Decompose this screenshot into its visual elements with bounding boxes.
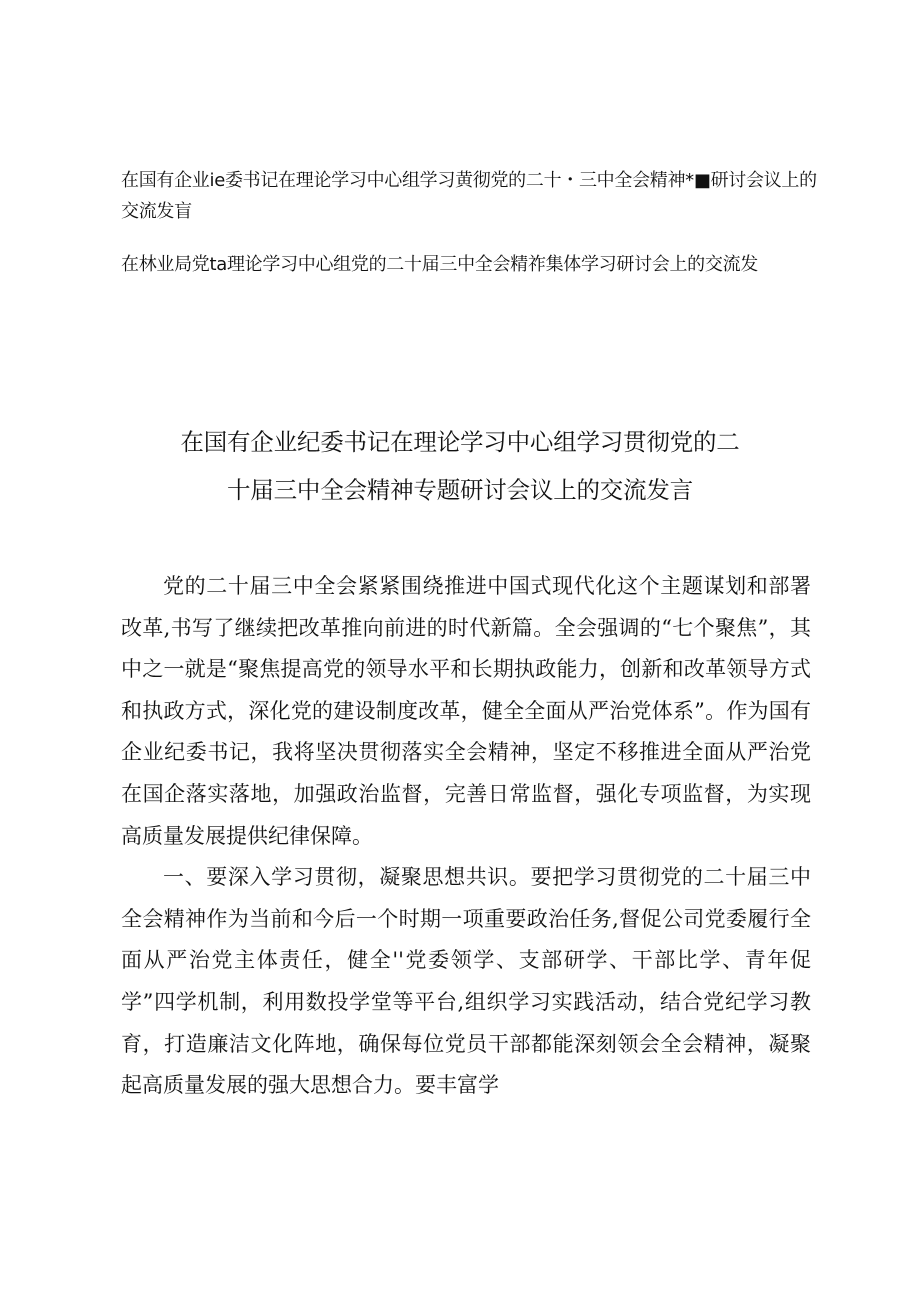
body-paragraph-1: 党的二十届三中全会紧紧围绕推进中国式现代化这个主题谋划和部署改革,书写了继续把改革推向前进的时代新篇。全会强调的“七个聚焦”，其中之一就是“聚焦提高党的领导水平和长期执政能力，创新和改革领导方式和执政方式，深化党的建设制度改革，健全全面从严治党体系”。作为国有企业纪委书记，我将坚决贯彻落实全会精神，坚定不移推进全面从严治党在国企落实落地，加强政治监督，完善日常监督，强化专项监督，为实现高质量发展提供纪律保障。 [121, 574, 811, 848]
article-title [100, 418, 820, 514]
article-title-line-2: 十届三中全会精神专题研讨会议上的交流发言 [227, 476, 693, 504]
body-paragraph-2: 一、要深入学习贯彻，凝聚思想共识。要把学习贯彻党的二十届三中全会精神作为当前和今后一个时期一项重要政治任务,督促公司党委履行全面从严治党主体责任，健全''党委领学、支部研学、干部比学、青年促学”四学机制，利用数投学堂等平台,组织学习实践活动，结合党纪学习教育，打造廉洁文化阵地，确保每位党员干部都能深刻领会全会精神，凝聚起高质量发展的强大思想合力。要丰富学 [121, 865, 811, 1098]
table-of-contents [121, 165, 821, 302]
toc-entry-2[interactable]: 在林业局党ta理论学习中心组党的二十届三中全会精祚集体学习研讨会上的交流发 [121, 254, 758, 275]
toc-entry-1[interactable]: 在国有企业ie委书记在理论学习中心组学习黄彻党的二十・三中全会精神*■研讨会议上的交流发盲 [121, 170, 817, 222]
article-body [121, 566, 811, 1107]
article-title-line-1: 在国有企业纪委书记在理论学习中心组学习贯彻党的二 [180, 428, 740, 456]
